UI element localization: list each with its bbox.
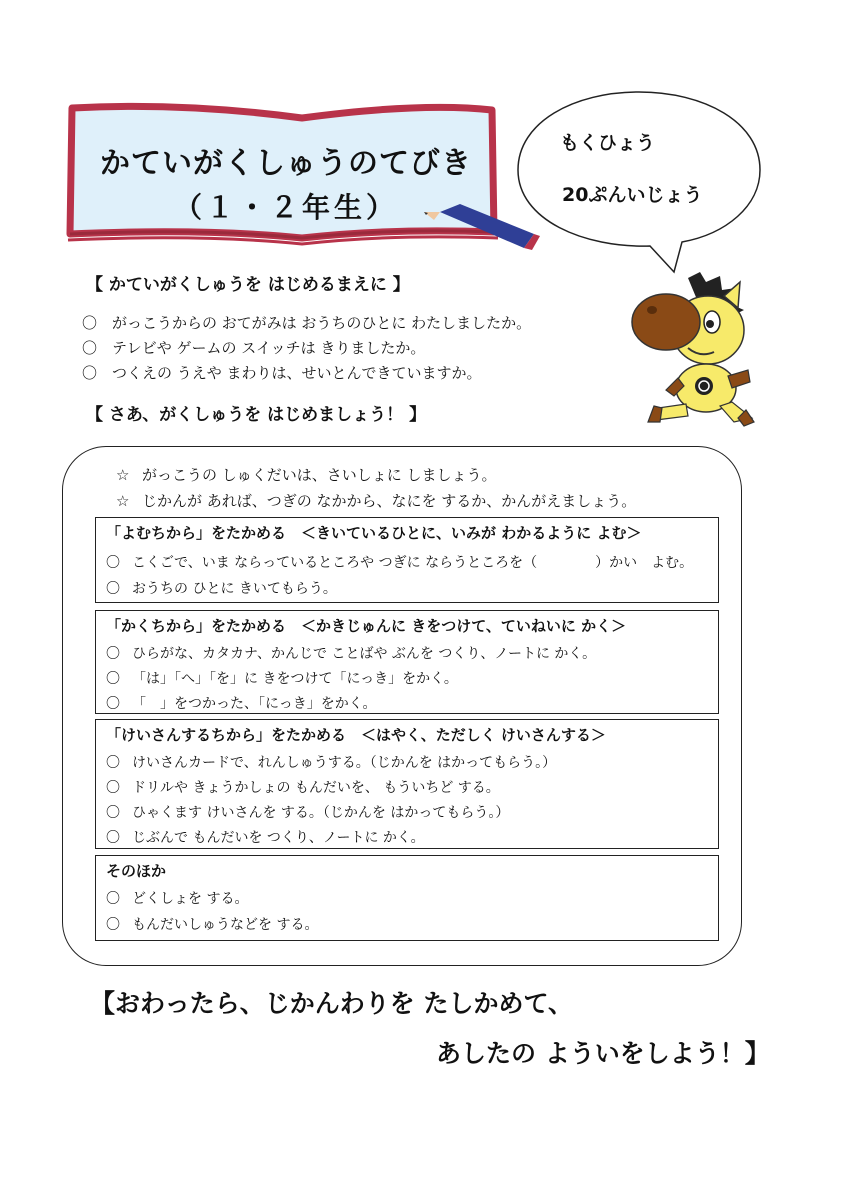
list-item	[106, 827, 425, 847]
list-item	[106, 752, 556, 772]
writing-box	[95, 610, 719, 714]
other-heading: そのほか	[106, 862, 167, 880]
list-item-text: じぶんで もんだいを つくり、ノートに かく。	[132, 830, 425, 846]
calculation-heading: 「けいさんするちから」をたかめる ＜はやく、ただしく けいさんする＞	[106, 726, 606, 744]
calculation-box	[95, 719, 719, 849]
star-icon: ☆	[116, 466, 130, 484]
checklist-item-text: テレビや ゲームの スイッチは きりましたか。	[112, 339, 426, 357]
checklist-item	[82, 337, 425, 358]
checklist-item-text: つくえの うえや まわりは、せいとんできていますか。	[112, 364, 482, 382]
circle-mark-icon: 〇	[106, 891, 120, 907]
list-item	[106, 643, 596, 663]
star-line	[116, 464, 497, 485]
circle-mark-icon: 〇	[106, 830, 120, 846]
list-item-text: おうちの ひとに きいてもらう。	[132, 581, 337, 597]
circle-mark-icon: 〇	[106, 696, 120, 712]
star-line	[116, 490, 636, 511]
start-heading: 【 さあ、がくしゅうを はじめましょう！ 】	[86, 405, 427, 425]
circle-mark-icon: 〇	[106, 646, 120, 662]
circle-mark-icon: 〇	[106, 755, 120, 771]
reading-heading: 「よむちから」をたかめる ＜きいているひとに、いみが わかるように よむ＞	[106, 524, 642, 542]
circle-mark-icon: 〇	[106, 555, 120, 571]
checklist-item-text: がっこうからの おてがみは おうちのひとに わたしましたか。	[112, 314, 532, 332]
circle-mark-icon: 〇	[82, 314, 98, 332]
list-item-text: ドリルや きょうかしょの もんだいを、 もういちど する。	[132, 780, 500, 796]
list-item	[106, 802, 509, 822]
closing-line-1: 【おわったら、じかんわりを たしかめて、	[90, 989, 573, 1018]
checklist-item	[82, 312, 531, 333]
star-line-text: がっこうの しゅくだいは、さいしょに しましょう。	[142, 466, 497, 484]
circle-mark-icon: 〇	[106, 581, 120, 597]
list-item-text: こくごで、いま ならっているところや つぎに ならうところを（	[132, 555, 538, 571]
list-item	[106, 578, 337, 598]
list-item	[106, 914, 318, 934]
circle-mark-icon: 〇	[106, 805, 120, 821]
goal-label: もくひょう	[560, 132, 656, 154]
list-item	[106, 552, 693, 572]
checklist-item	[82, 362, 482, 383]
list-item-text: 「 」をつかった、「にっき」をかく。	[132, 696, 377, 712]
circle-mark-icon: 〇	[106, 780, 120, 796]
reading-box	[95, 517, 719, 603]
list-item-text: ひらがな、カタカナ、かんじで ことばや ぶんを つくり、ノートに かく。	[132, 646, 597, 662]
page-subtitle: （１・２年生）	[173, 191, 398, 224]
before-heading: 【 かていがくしゅうを はじめるまえに 】	[86, 275, 410, 295]
list-item	[106, 888, 248, 908]
circle-mark-icon: 〇	[106, 671, 120, 687]
list-item-text: 「は」「へ」「を」に きをつけて「にっき」をかく。	[132, 671, 458, 687]
other-box	[95, 855, 719, 941]
page-title: かていがくしゅうのてびき	[100, 146, 472, 181]
list-item-text: ひゃくます けいさんを する。（じかんを はかってもらう。）	[132, 805, 510, 821]
circle-mark-icon: 〇	[82, 339, 98, 357]
horse-mascot-illustration	[628, 272, 758, 432]
list-item-text: どくしょを する。	[132, 891, 249, 907]
circle-mark-icon: 〇	[106, 917, 120, 933]
list-item	[106, 693, 376, 713]
list-item	[106, 668, 458, 688]
closing-line-2: あしたの よういをしよう！】	[436, 1039, 770, 1068]
writing-heading: 「かくちから」をたかめる ＜かきじゅんに きをつけて、ていねいに かく＞	[106, 617, 627, 635]
list-item-text: ）かい よむ。	[595, 555, 694, 571]
list-item-text: もんだいしゅうなどを する。	[132, 917, 319, 933]
circle-mark-icon: 〇	[82, 364, 98, 382]
star-icon: ☆	[116, 492, 130, 510]
list-item-text: けいさんカードで、れんしゅうする。（じかんを はかってもらう。）	[132, 755, 557, 771]
goal-value: 20ぷんいじょう	[562, 184, 703, 206]
star-line-text: じかんが あれば、つぎの なかから、なにを するか、かんがえましょう。	[142, 492, 637, 510]
list-item	[106, 777, 500, 797]
